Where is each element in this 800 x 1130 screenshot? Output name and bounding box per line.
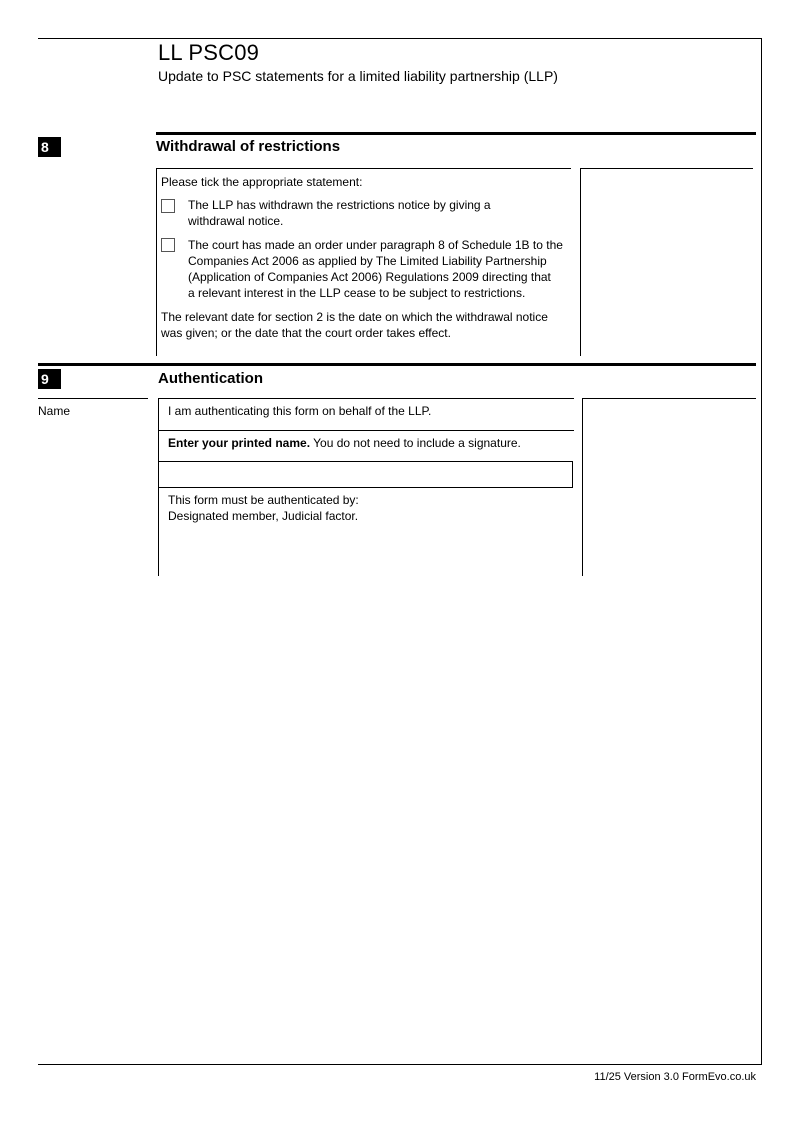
form-code: LL PSC09: [158, 40, 260, 65]
brand-text: FormEvo.co.uk: [678, 1071, 756, 1083]
court-order-line-2: Companies Act 2006 as applied by The Limited Liability Partnership: [188, 254, 547, 268]
version-text: 11/25 Version 3.0: [594, 1071, 679, 1083]
section-8-rule: [156, 132, 756, 135]
section-8-box-left: [156, 168, 157, 356]
name-label: Name: [38, 404, 71, 418]
footer-version: [594, 1071, 756, 1083]
form-title: Update to PSC statements for a limited liability partnership (LLP): [158, 68, 558, 84]
withdrawal-notice-line-2: withdrawal notice.: [188, 214, 284, 228]
right-edge-rule: [761, 38, 762, 1064]
bottom-rule: [38, 1064, 762, 1065]
withdrawal-notice-line-1: The LLP has withdrawn the restrictions notice by giving a: [188, 198, 491, 212]
section-8-box-top: [156, 168, 571, 169]
printed-name-instruction: [168, 435, 521, 451]
section-9-number: 9: [38, 369, 61, 389]
name-row-rule: [38, 398, 148, 399]
court-order-line-1: The court has made an order under paragraph 8 of Schedule 1B to the: [188, 238, 563, 252]
printed-name-instruction-bold: Enter your printed name.: [168, 436, 311, 450]
court-order-checkbox[interactable]: [161, 238, 175, 252]
authenticated-by-line-2: Designated member, Judicial factor.: [168, 509, 359, 523]
authenticated-by-line-1: This form must be authenticated by:: [168, 493, 359, 507]
withdrawal-notice-checkbox[interactable]: [161, 199, 175, 213]
section-9-rule: [38, 363, 756, 366]
printed-name-instruction-rest: You do not need to include a signature.: [310, 436, 521, 450]
court-order-line-4: a relevant interest in the LLP cease to be subject to restrictions.: [188, 286, 526, 300]
section-9-title: Authentication: [158, 370, 263, 387]
section-8-side-top: [580, 168, 753, 169]
court-order-line-3: (Application of Companies Act 2006) Regulations 2009 directing that: [188, 270, 551, 284]
tick-instruction: Please tick the appropriate statement:: [161, 175, 363, 189]
section-9-box-top: [158, 398, 574, 399]
section-9-side-top: [582, 398, 756, 399]
section-9-side-left: [582, 398, 583, 576]
relevant-date-note-line-2: was given; or the date that the court order takes effect.: [161, 326, 451, 340]
section-8-title: Withdrawal of restrictions: [156, 138, 341, 155]
top-rule: [38, 38, 762, 39]
on-behalf-text: I am authenticating this form on behalf of the LLP.: [168, 404, 432, 418]
relevant-date-note-line-1: The relevant date for section 2 is the date on which the withdrawal notice: [161, 310, 548, 324]
section-8-side-left: [580, 168, 581, 356]
section-8-number: 8: [38, 137, 61, 157]
on-behalf-divider: [158, 430, 574, 431]
printed-name-input[interactable]: [158, 461, 573, 488]
